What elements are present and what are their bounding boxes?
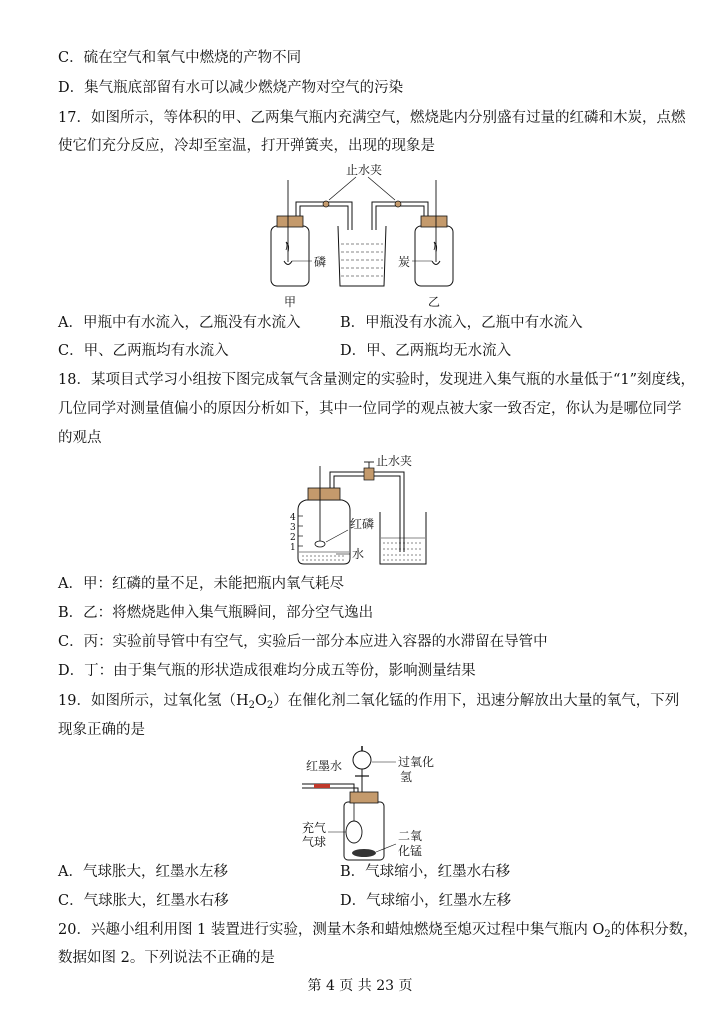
fig18-mark-1: 1 — [290, 543, 296, 553]
question-20-line1: 20．兴趣小组利用图 1 装置进行实验，测量木条和蜡烛燃烧至熄灭过程中集气瓶内 $O_2$的体积分数， — [58, 922, 698, 940]
fig19-h2o2-label-1: 过氧化 — [398, 755, 435, 769]
option-d-water: D．集气瓶底部留有水可以减少燃烧产物对空气的污染 — [58, 80, 404, 96]
fig19-balloon-label-2: 气球 — [302, 835, 327, 849]
fig19-h2o2-label-2: 氢 — [400, 770, 413, 784]
question-17-line1: 17．如图所示，等体积的甲、乙两集气瓶内充满空气，燃烧匙内分别盛有过量的红磷和木炭，点燃 — [58, 110, 686, 126]
fig18-clamp-label: 止水夹 — [376, 454, 413, 468]
fig19-red-ink-label: 红墨水 — [306, 759, 343, 773]
fig17-yi-label: 乙 — [428, 295, 441, 309]
q19-option-c: C．气球胀大，红墨水右移 — [58, 893, 229, 909]
figure-17-apparatus — [262, 160, 462, 312]
fig18-water-label: 水 — [352, 547, 365, 561]
q17-option-c: C．甲、乙两瓶均有水流入 — [58, 343, 229, 359]
question-17-line2: 使它们充分反应，冷却至室温，打开弹簧夹，出现的现象是 — [58, 138, 435, 154]
question-19-line1: 19．如图所示，过氧化氢$(H_2O_2)$在催化剂二氧化锰的作用下，迅速分解放出大量的氧气，下列 — [58, 693, 680, 711]
fig18-mark-2: 2 — [290, 533, 296, 543]
fig18-mark-3: 3 — [290, 523, 296, 533]
q19-option-b: B．气球缩小，红墨水右移 — [340, 864, 511, 880]
fig19-mno2-label-2: 化锰 — [398, 844, 423, 858]
q17-option-d: D．甲、乙两瓶均无水流入 — [340, 343, 512, 359]
fig17-carbon-label: 炭 — [398, 255, 411, 269]
figure-18-apparatus — [286, 452, 436, 570]
question-18-line3: 的观点 — [58, 430, 102, 446]
fig19-mno2-label-1: 二氧 — [398, 829, 423, 843]
q17-option-a: A．甲瓶中有水流入，乙瓶没有水流入 — [58, 315, 301, 331]
fig19-balloon-label-1: 充气 — [302, 821, 327, 835]
question-20-line2: 数据如图 2。下列说法不正确的是 — [58, 950, 275, 966]
q19-option-d: D．气球缩小，红墨水左移 — [340, 893, 512, 909]
fig17-jia-label: 甲 — [284, 295, 297, 309]
page-footer: 第 4 页 共 23 页 — [307, 978, 413, 994]
q18-option-d: D．丁：由于集气瓶的形状造成很难均分成五等份，影响测量结果 — [58, 663, 476, 679]
q17-option-b: B．甲瓶没有水流入，乙瓶中有水流入 — [340, 315, 583, 331]
option-c-sulfur: C．硫在空气和氧气中燃烧的产物不同 — [58, 50, 302, 66]
fig17-phosphorus-label: 磷 — [314, 255, 327, 269]
fig17-clamp-label: 止水夹 — [346, 163, 383, 177]
q18-option-b: B．乙：将燃烧匙伸入集气瓶瞬间，部分空气逸出 — [58, 605, 374, 621]
question-18-line2: 几位同学对测量值偏小的原因分析如下，其中一位同学的观点被大家一致否定，你认为是哪位同学 — [58, 401, 682, 417]
q18-option-a: A．甲：红磷的量不足，未能把瓶内氧气耗尽 — [58, 576, 344, 592]
figure-19-apparatus — [292, 740, 442, 864]
q19-option-a: A．气球胀大，红墨水左移 — [58, 864, 228, 880]
fig18-red-phosphorus-label: 红磷 — [350, 517, 375, 531]
question-18-line1: 18．某项目式学习小组按下图完成氧气含量测定的实验时，发现进入集气瓶的水量低于“1”刻度线， — [58, 372, 695, 388]
q18-option-c: C．丙：实验前导管中有空气，实验后一部分本应进入容器的水滞留在导管中 — [58, 634, 548, 650]
fig18-mark-4: 4 — [290, 513, 296, 523]
question-19-line2: 现象正确的是 — [58, 722, 145, 738]
